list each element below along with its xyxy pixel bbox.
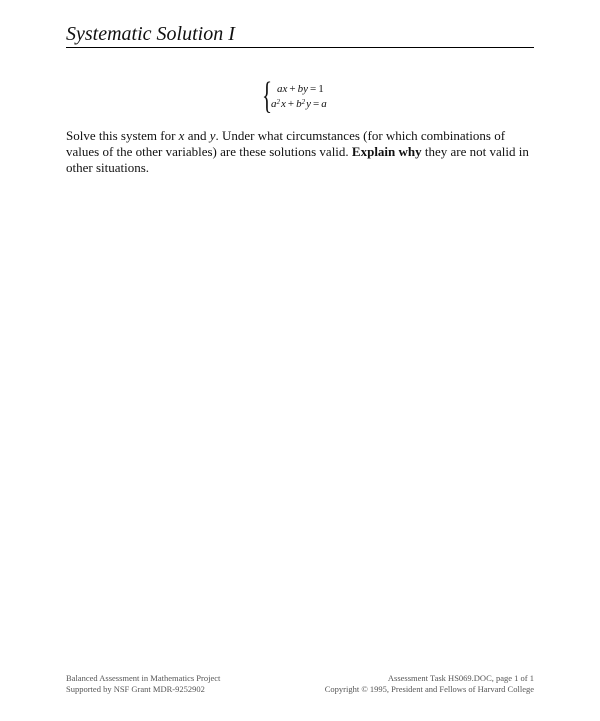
problem-text: they are not valid in other situations.: [66, 144, 529, 175]
problem-statement: [66, 128, 534, 176]
exponent-b: 2: [301, 98, 306, 106]
plus-sign: +: [287, 98, 295, 110]
coef-a: a: [271, 98, 277, 110]
term-by: by: [297, 83, 308, 95]
equation-line-2: [271, 98, 327, 111]
exponent-a: 2: [276, 98, 280, 106]
footer-project: Balanced Assessment in Mathematics Project: [66, 673, 221, 683]
footer-grant: Supported by NSF Grant MDR-9252902: [66, 683, 205, 694]
var-x: x: [281, 98, 286, 110]
rhs-value: a: [321, 98, 327, 110]
var-y: y: [306, 98, 311, 110]
coef-b: b: [296, 98, 302, 110]
variable-y: y: [209, 128, 216, 143]
plus-sign: +: [289, 83, 296, 95]
problem-text: and: [184, 128, 210, 143]
footer-copyright: Copyright © 1995, President and Fellows of Harvard College: [324, 683, 534, 694]
rhs-value: 1: [318, 83, 324, 95]
term-ax: ax: [277, 83, 288, 95]
page-title: Systematic Solution I: [66, 22, 534, 48]
equals-sign: =: [313, 98, 320, 110]
footer-task: Assessment Task HS069.DOC, page 1 of 1: [387, 673, 534, 683]
variable-x: x: [178, 128, 185, 143]
problem-text: . Under what circumstances (for which combinations of values of the other variables) are these solutions valid.: [66, 128, 506, 159]
problem-text: Solve this system for: [66, 128, 179, 143]
equals-sign: =: [310, 83, 317, 95]
left-brace: {: [262, 75, 273, 117]
explain-why-emphasis: Explain why: [351, 144, 422, 159]
equation-system: [262, 75, 372, 117]
equation-line-1: [277, 83, 324, 96]
footer-left: [66, 673, 220, 694]
footer-right: [325, 673, 534, 694]
